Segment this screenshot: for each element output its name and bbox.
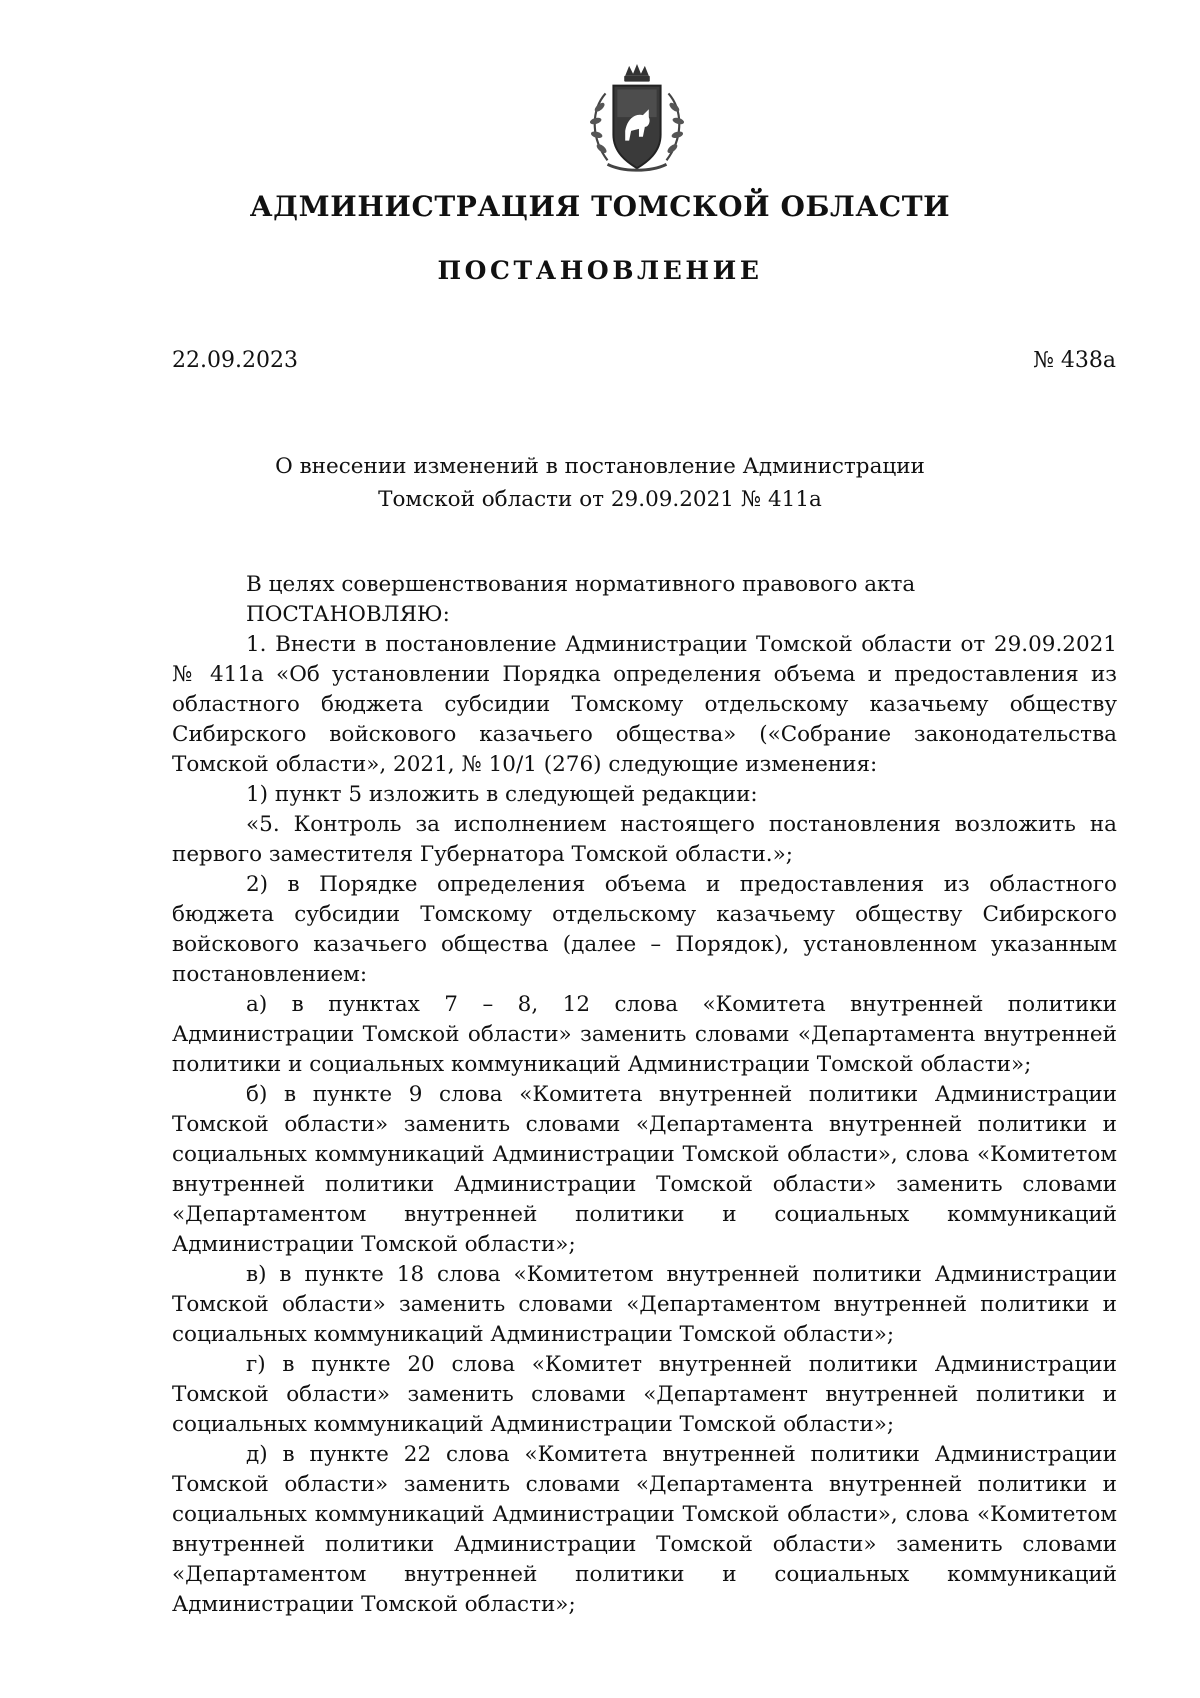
coat-of-arms-icon	[578, 62, 696, 180]
paragraph-a: а) в пунктах 7 – 8, 12 слова «Комитета внутренней политики Администрации Томской области» заменить словами «Департамента внутренней политики и социальных коммуникаций Администрации Томской области»;	[172, 992, 1117, 1077]
paragraph-1-1: 1) пункт 5 изложить в следующей редакции:	[246, 782, 758, 807]
paragraph-b: б) в пункте 9 слова «Комитета внутренней политики Администрации Томской области» заменить словами «Департамента внутренней политики и социальных коммуникаций Администрации Томской области», слова «Комитетом внутренней политики Администрации Томской области» заменить словами «Департаментом внутренней политики и социальных коммуникаций Администрации Томской области»;	[172, 1082, 1117, 1257]
subject-line-1: О внесении изменений в постановление Администрации	[275, 454, 925, 479]
document-date: 22.09.2023	[172, 348, 298, 373]
document-subject	[0, 450, 1200, 516]
resolution-word: ПОСТАНОВЛЯЮ:	[246, 602, 450, 627]
document-number: № 438а	[1033, 348, 1116, 373]
preamble: В целях совершенствования нормативного правового акта	[246, 572, 916, 597]
paragraph-1-2: 2) в Порядке определения объема и предоставления из областного бюджета субсидии Томскому отдельскому казачьему обществу Сибирского войскового казачьего общества (далее – Порядок), установленном указанным постановлением:	[172, 872, 1117, 987]
paragraph-1-1-text: «5. Контроль за исполнением настоящего постановления возложить на первого заместителя Губернатора Томской области.»;	[172, 812, 1117, 867]
document-body	[172, 570, 1117, 1620]
document-type: ПОСТАНОВЛЕНИЕ	[437, 256, 763, 285]
organization-name: АДМИНИСТРАЦИЯ ТОМСКОЙ ОБЛАСТИ	[249, 190, 951, 223]
paragraph-d: д) в пункте 22 слова «Комитета внутренней политики Администрации Томской области» заменить словами «Департамента внутренней политики и социальных коммуникаций Администрации Томской области», слова «Комитетом внутренней политики Администрации Томской области» заменить словами «Департаментом внутренней политики и социальных коммуникаций Администрации Томской области»;	[172, 1442, 1117, 1617]
paragraph-1: 1. Внести в постановление Администрации Томской области от 29.09.2021 № 411а «Об установлении Порядка определения объема и предоставления из областного бюджета субсидии Томскому отдельскому казачьему обществу Сибирского войскового казачьего общества» («Собрание законодательства Томской области», 2021, № 10/1 (276) следующие изменения:	[172, 632, 1117, 777]
paragraph-g: г) в пункте 20 слова «Комитет внутренней политики Администрации Томской области» заменить словами «Департамент внутренней политики и социальных коммуникаций Администрации Томской области»;	[172, 1352, 1117, 1437]
subject-line-2: Томской области от 29.09.2021 № 411а	[378, 487, 822, 512]
paragraph-v: в) в пункте 18 слова «Комитетом внутренней политики Администрации Томской области» заменить словами «Департаментом внутренней политики и социальных коммуникаций Администрации Томской области»;	[172, 1262, 1117, 1347]
